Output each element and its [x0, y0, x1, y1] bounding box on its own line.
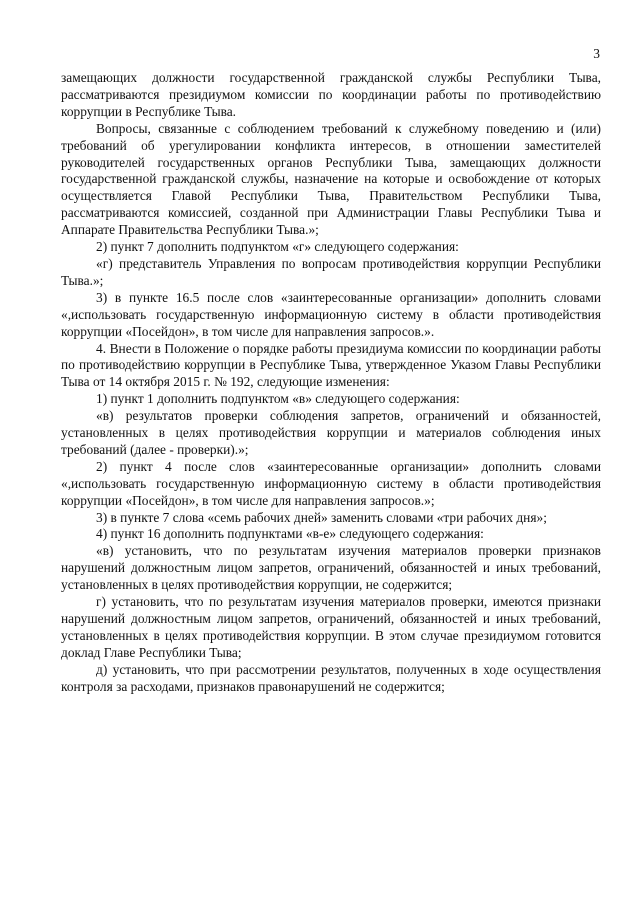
paragraph: Вопросы, связанные с соблюдением требований к служебному поведению и (или) требований об урегулировании конфликта интересов, в отношении заместителей руководителей государственных органов Республики Тыва, замещающих должности государственной гражданской службы, назначение на которые и освобождение от которых осуществляется Главой Республики Тыва, Правительством Республики Тыва, рассматриваются комиссией, созданной при Администрации Главы Республики Тыва и Аппарате Правительства Республики Тыва.»; — [61, 120, 601, 238]
paragraph: 2) пункт 4 после слов «заинтересованные организации» дополнить словами «,использовать государственную информационную систему в области противодействия коррупции «Посейдон», в том числе для направления запросов.»; — [61, 458, 601, 508]
paragraph: г) установить, что по результатам изучения материалов проверки, имеются признаки нарушений должностным лицом запретов, ограничений, обязанностей и иных требований, установленных в целях противодействия коррупции. В этом случае президиумом готовится доклад Главе Республики Тыва; — [61, 594, 601, 660]
paragraph: д) установить, что при рассмотрении результатов, полученных в ходе осуществления контроля за расходами, признаков правонарушений не содержится; — [61, 661, 601, 694]
paragraph: 3) в пункте 7 слова «семь рабочих дней» заменить словами «три рабочих дня»; — [96, 509, 547, 525]
document-body — [61, 70, 601, 696]
paragraph: замещающих должности государственной гражданской службы Республики Тыва, рассматриваются президиумом комиссии по координации работы по противодействию коррупции в Республике Тыва. — [61, 70, 601, 119]
paragraph: «в) результатов проверки соблюдения запретов, ограничений и обязанностей, установленных в целях противодействия коррупции и материалов соблюдения иных требований (далее - проверки).»; — [61, 408, 601, 457]
paragraph: 2) пункт 7 дополнить подпунктом «г» следующего содержания: — [96, 239, 459, 255]
page-number: 3 — [593, 46, 600, 61]
paragraph: «г) представитель Управления по вопросам противодействия коррупции Республики Тыва.»; — [61, 255, 601, 288]
paragraph: 4. Внести в Положение о порядке работы президиума комиссии по координации работы по противодействию коррупции в Республике Тыва, утвержденное Указом Главы Республики Тыва от 14 октября 2015 г. № 192, следующие изменения: — [61, 340, 601, 390]
paragraph: «в) установить, что по результатам изучения материалов проверки признаков нарушений должностным лицом запретов, ограничений, обязанностей и иных требований, установленных в целях противодействия коррупции, не содержится; — [61, 543, 601, 593]
paragraph: 4) пункт 16 дополнить подпунктами «в-е» следующего содержания: — [96, 526, 484, 542]
paragraph: 1) пункт 1 дополнить подпунктом «в» следующего содержания: — [96, 391, 460, 407]
paragraph: 3) в пункте 16.5 после слов «заинтересованные организации» дополнить словами «,использовать государственную информационную систему в области противодействия коррупции «Посейдон», в том числе для направления запросов.». — [61, 289, 601, 339]
